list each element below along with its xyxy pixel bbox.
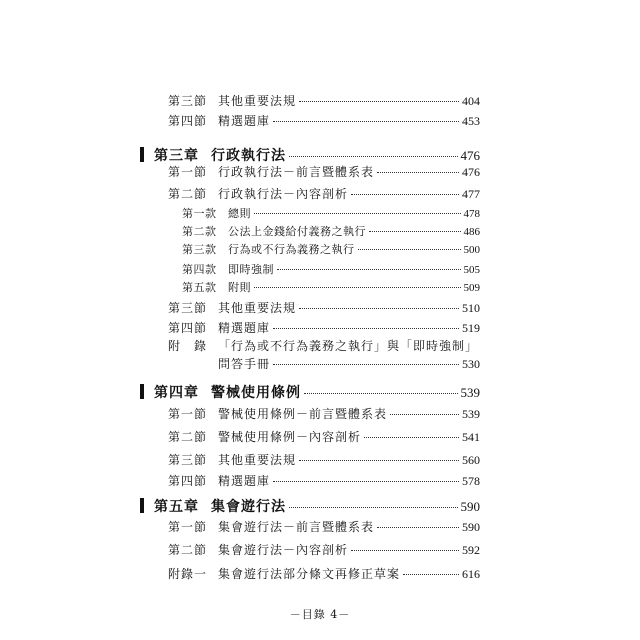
leader-dots [254, 287, 461, 288]
toc-section[interactable] [168, 185, 480, 202]
leader-dots [377, 527, 459, 528]
leader-dots [390, 414, 459, 415]
leader-dots [364, 437, 459, 438]
entry-label: 第二節 [168, 430, 208, 444]
leader-dots [369, 231, 461, 232]
entry-label: 附錄一 [168, 567, 208, 581]
entry-title: 其他重要法規 [218, 453, 297, 467]
leader-dots [299, 460, 459, 461]
toc-section[interactable] [168, 451, 480, 468]
entry-label: 第一節 [168, 520, 208, 534]
toc-section[interactable] [168, 428, 480, 445]
entry-page-number: 510 [462, 301, 480, 315]
toc-section[interactable] [168, 472, 480, 489]
leader-dots [289, 507, 458, 508]
entry-title: 精選題庫 [218, 474, 271, 488]
toc-article[interactable] [182, 223, 480, 239]
toc-section[interactable] [168, 565, 480, 582]
toc-section[interactable] [168, 518, 480, 535]
entry-label: 附 錄 [168, 339, 208, 353]
entry-title: 「行為或不行為義務之執行」與「即時強制」 [218, 339, 479, 353]
entry-title: 其他重要法規 [218, 94, 297, 108]
toc-chapter[interactable] [140, 145, 480, 165]
entry-page-number: 505 [463, 264, 480, 276]
entry-page-number: 500 [463, 244, 480, 256]
entry-title: 附則 [228, 281, 251, 294]
toc-entry-continued[interactable] [168, 355, 480, 372]
leader-dots [299, 101, 459, 102]
entry-title-continued: 問答手冊 [218, 357, 271, 371]
leader-dots [254, 213, 461, 214]
entry-label: 第五款 [182, 281, 217, 294]
entry-title: 精選題庫 [218, 321, 271, 335]
entry-page-number: 578 [462, 474, 480, 488]
entry-title: 集會遊行法 [211, 499, 286, 515]
toc-article[interactable] [182, 205, 480, 221]
leader-dots [403, 574, 459, 575]
entry-title: 行政執行法－前言暨體系表 [218, 165, 375, 179]
toc-chapter[interactable] [140, 496, 480, 516]
entry-label: 第一款 [182, 207, 217, 220]
entry-page-number: 476 [462, 165, 480, 179]
entry-page-number: 539 [462, 407, 480, 421]
entry-page-number: 478 [463, 208, 480, 220]
entry-label: 第二節 [168, 543, 208, 557]
toc-section[interactable] [168, 112, 480, 129]
entry-title: 公法上金錢給付義務之執行 [228, 225, 366, 238]
chapter-marker-icon [140, 384, 144, 399]
entry-page-number: 477 [462, 187, 480, 201]
entry-label: 第三節 [168, 301, 208, 315]
leader-dots [299, 308, 459, 309]
entry-title: 警械使用條例 [211, 385, 301, 401]
leader-dots [351, 194, 459, 195]
entry-page-number: 519 [462, 321, 480, 335]
entry-label: 第四節 [168, 321, 208, 335]
entry-label: 第三節 [168, 453, 208, 467]
entry-title: 行為或不行為義務之執行 [228, 243, 355, 256]
leader-dots [273, 328, 459, 329]
leader-dots [358, 249, 461, 250]
toc-section[interactable] [168, 319, 480, 336]
toc-section[interactable] [168, 299, 480, 316]
toc-section[interactable] [168, 163, 480, 180]
entry-label: 第一節 [168, 407, 208, 421]
entry-label: 第三節 [168, 94, 208, 108]
entry-label: 第二款 [182, 225, 217, 238]
entry-label: 第四節 [168, 474, 208, 488]
chapter-marker-icon [140, 498, 144, 513]
entry-page-number: 590 [460, 499, 480, 514]
chapter-marker-icon [140, 147, 144, 162]
entry-page-number: 530 [462, 357, 480, 371]
entry-page-number: 453 [462, 114, 480, 128]
entry-title: 集會遊行法－內容剖析 [218, 543, 349, 557]
entry-page-number: 592 [462, 543, 480, 557]
toc-section[interactable] [168, 92, 480, 109]
toc-article[interactable] [182, 279, 480, 295]
entry-page-number: 560 [462, 453, 480, 467]
entry-page-number: 541 [462, 430, 480, 444]
entry-title: 其他重要法規 [218, 301, 297, 315]
entry-label: 第四章 [154, 385, 199, 401]
entry-page-number: 590 [462, 520, 480, 534]
toc-article[interactable] [182, 241, 480, 257]
entry-title: 即時強制 [228, 263, 274, 276]
entry-label: 第二節 [168, 187, 208, 201]
entry-title: 集會遊行法－前言暨體系表 [218, 520, 375, 534]
entry-page-number: 539 [460, 385, 480, 400]
entry-label: 第一節 [168, 165, 208, 179]
leader-dots [273, 481, 459, 482]
entry-label: 第四款 [182, 263, 217, 276]
leader-dots [289, 156, 458, 157]
leader-dots [273, 364, 459, 365]
entry-title: 集會遊行法部分條文再修正草案 [218, 567, 401, 581]
toc-entry[interactable] [168, 337, 480, 354]
entry-title: 警械使用條例－前言暨體系表 [218, 407, 388, 421]
toc-section[interactable] [168, 541, 480, 558]
leader-dots [273, 121, 459, 122]
entry-page-number: 404 [462, 94, 480, 108]
entry-label: 第五章 [154, 499, 199, 515]
entry-label: 第三章 [154, 148, 199, 164]
entry-page-number: 616 [462, 567, 480, 581]
entry-page-number: 509 [463, 282, 480, 294]
toc-chapter[interactable] [140, 382, 480, 402]
entry-title: 總則 [228, 207, 251, 220]
entry-title: 行政執行法－內容剖析 [218, 187, 349, 201]
page-footer: －目錄 4－ [289, 608, 351, 621]
leader-dots [304, 393, 458, 394]
entry-title: 警械使用條例－內容剖析 [218, 430, 362, 444]
entry-title: 行政執行法 [211, 148, 286, 164]
entry-page-number: 476 [460, 148, 480, 163]
leader-dots [277, 269, 461, 270]
entry-title: 精選題庫 [218, 114, 271, 128]
leader-dots [351, 550, 459, 551]
entry-page-number: 486 [463, 226, 480, 238]
toc-section[interactable] [168, 405, 480, 422]
leader-dots [377, 172, 459, 173]
entry-label: 第四節 [168, 114, 208, 128]
toc-article[interactable] [182, 261, 480, 277]
entry-label: 第三款 [182, 243, 217, 256]
